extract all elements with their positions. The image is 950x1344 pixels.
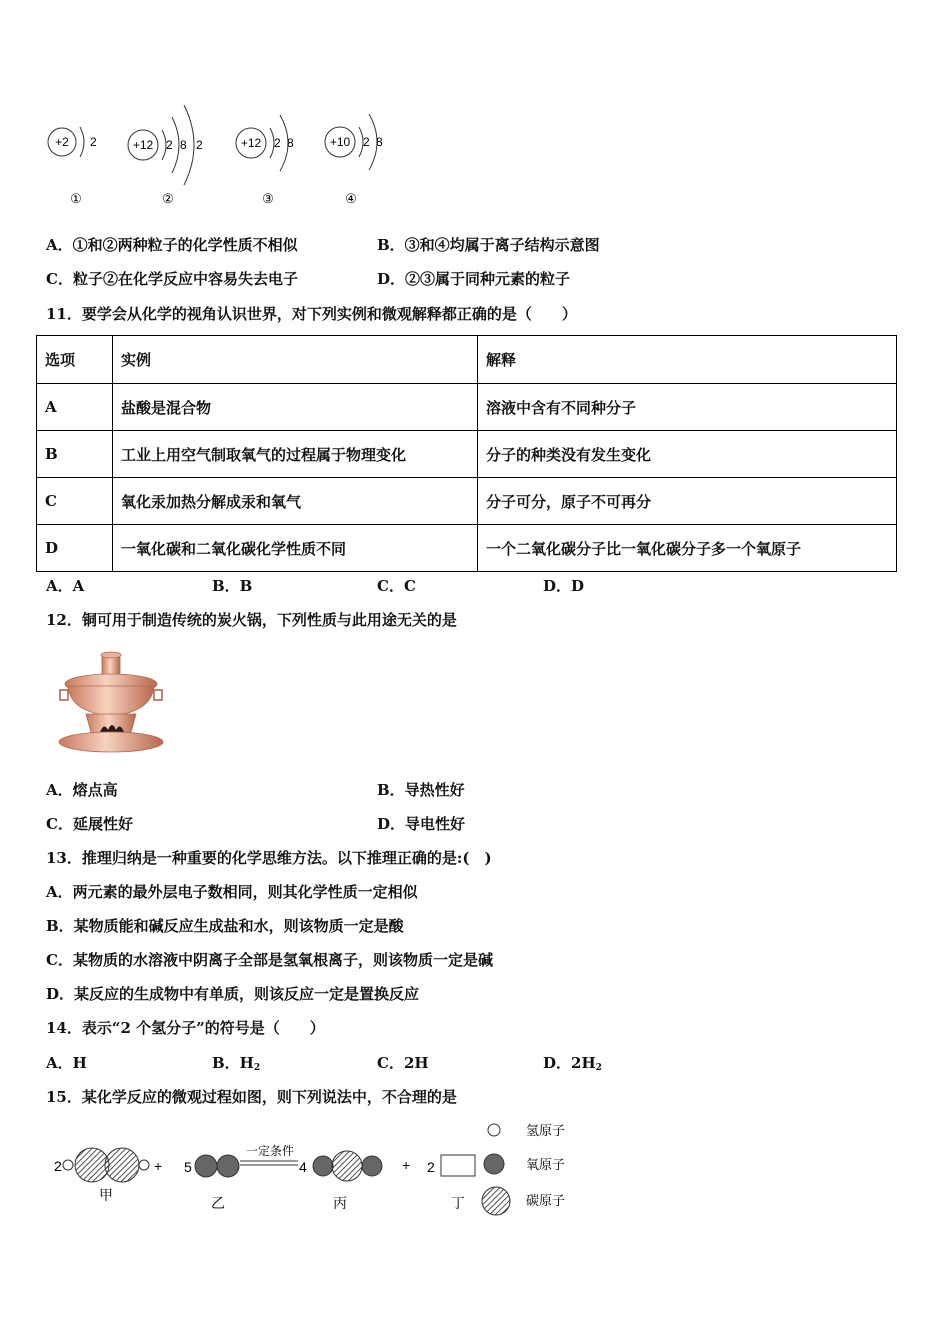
copper-hotpot-image bbox=[52, 650, 172, 760]
coef-yi: 5 bbox=[184, 1159, 192, 1175]
atom-3-label: ③ bbox=[262, 191, 274, 206]
q10-option-a: A．①和②两种粒子的化学性质不相似 bbox=[46, 236, 298, 254]
q14-option-b-text: B．H bbox=[212, 1054, 254, 1072]
table-row bbox=[37, 478, 897, 525]
coef-bing: 4 bbox=[299, 1159, 307, 1175]
carbon-atom bbox=[105, 1148, 139, 1182]
plus-sign: + bbox=[154, 1158, 163, 1174]
table-cell: 工业上用空气制取氧气的过程属于物理变化 bbox=[113, 431, 478, 478]
table-cell: A bbox=[37, 384, 113, 431]
q13-option-a: A．两元素的最外层电子数相同，则其化学性质一定相似 bbox=[46, 883, 418, 901]
atom-4-shell-2: 8 bbox=[376, 135, 383, 149]
coef-ding: 2 bbox=[427, 1159, 435, 1175]
carbon-atom bbox=[332, 1151, 362, 1181]
q12-option-c: C．延展性好 bbox=[46, 815, 133, 833]
q14-question: 14．表示“2 个氢分子”的符号是（ ） bbox=[46, 1019, 325, 1037]
q14-option-b bbox=[212, 1053, 260, 1078]
atom-diagram-3 bbox=[236, 115, 294, 206]
q11-option-c: C．C bbox=[377, 577, 416, 595]
unknown-product-box bbox=[441, 1155, 475, 1176]
table-cell: 溶液中含有不同种分子 bbox=[478, 384, 897, 431]
q11-option-b: B．B bbox=[212, 577, 253, 595]
table-cell: 分子的种类没有发生变化 bbox=[478, 431, 897, 478]
table-header-cell: 解释 bbox=[478, 336, 897, 384]
atom-3-shell-2: 8 bbox=[287, 136, 294, 150]
atom-4-shell-1: 2 bbox=[363, 135, 370, 149]
q13-option-d: D．某反应的生成物中有单质，则该反应一定是置换反应 bbox=[46, 985, 420, 1003]
table-row bbox=[37, 525, 897, 572]
atom-2-nucleus: +12 bbox=[132, 138, 154, 152]
table-cell: B bbox=[37, 431, 113, 478]
table-header-row bbox=[37, 336, 897, 384]
q14-option-d-subscript: 2 bbox=[595, 1063, 602, 1073]
atom-diagram-1 bbox=[48, 127, 97, 206]
q11-option-a: A．A bbox=[46, 577, 85, 595]
q11-table bbox=[36, 335, 897, 572]
coef-jia: 2 bbox=[54, 1158, 62, 1174]
q11-option-d: D．D bbox=[543, 577, 585, 595]
reaction-condition: 一定条件 bbox=[245, 1144, 295, 1158]
atom-4-label: ④ bbox=[345, 191, 357, 206]
atom-3-shell-1: 2 bbox=[274, 136, 281, 150]
label-bing: 丙 bbox=[333, 1195, 347, 1211]
label-jia: 甲 bbox=[99, 1187, 113, 1203]
table-row bbox=[37, 431, 897, 478]
q14-option-a: A．H bbox=[46, 1054, 87, 1072]
q13-question: 13．推理归纳是一种重要的化学思维方法。以下推理正确的是:( ) bbox=[46, 849, 492, 867]
table-row bbox=[37, 384, 897, 431]
q12-question: 12．铜可用于制造传统的炭火锅，下列性质与此用途无关的是 bbox=[46, 611, 457, 629]
table-cell: 一氧化碳和二氧化碳化学性质不同 bbox=[113, 525, 478, 572]
table-cell: D bbox=[37, 525, 113, 572]
oxygen-atom bbox=[195, 1155, 217, 1177]
q10-option-b: B．③和④均属于离子结构示意图 bbox=[377, 236, 600, 254]
q13-option-b: B．某物质能和碱反应生成盐和水，则该物质一定是酸 bbox=[46, 917, 404, 935]
q10-option-c: C．粒子②在化学反应中容易失去电子 bbox=[46, 270, 298, 288]
atom-1-nucleus: +2 bbox=[55, 135, 69, 149]
table-cell: 一个二氧化碳分子比一氧化碳分子多一个氧原子 bbox=[478, 525, 897, 572]
q12-option-d: D．导电性好 bbox=[377, 815, 466, 833]
q12-option-a: A．熔点高 bbox=[46, 781, 118, 799]
carbon-atom bbox=[75, 1148, 109, 1182]
atom-diagram-2 bbox=[128, 105, 203, 206]
atom-2-shell-1: 2 bbox=[166, 138, 173, 152]
table-cell: 盐酸是混合物 bbox=[113, 384, 478, 431]
q15-question: 15．某化学反应的微观过程如图，则下列说法中，不合理的是 bbox=[46, 1088, 457, 1106]
oxygen-atom bbox=[362, 1156, 382, 1176]
atom-1-shell-1: 2 bbox=[90, 135, 97, 149]
table-header-cell: 选项 bbox=[37, 336, 113, 384]
q13-option-c: C．某物质的水溶液中阴离子全部是氢氧根离子，则该物质一定是碱 bbox=[46, 951, 493, 969]
atom-structure-diagrams bbox=[40, 95, 400, 215]
legend-oxygen-label: 氧原子 bbox=[526, 1157, 566, 1172]
table-header-cell: 实例 bbox=[113, 336, 478, 384]
legend-hydrogen-symbol bbox=[488, 1124, 500, 1136]
legend-hydrogen-label: 氢原子 bbox=[526, 1123, 566, 1138]
atom-1-label: ① bbox=[70, 191, 82, 206]
table-cell: 氧化汞加热分解成汞和氧气 bbox=[113, 478, 478, 525]
legend-oxygen-symbol bbox=[484, 1154, 504, 1174]
atom-3-nucleus: +12 bbox=[240, 136, 262, 150]
atom-2-shell-2: 8 bbox=[180, 138, 187, 152]
legend-carbon-label: 碳原子 bbox=[526, 1193, 566, 1208]
oxygen-atom bbox=[217, 1155, 239, 1177]
legend-carbon-symbol bbox=[482, 1187, 510, 1215]
label-ding: 丁 bbox=[451, 1195, 465, 1211]
oxygen-atom bbox=[313, 1156, 333, 1176]
table-cell: C bbox=[37, 478, 113, 525]
atom-diagram-4 bbox=[325, 114, 383, 206]
reaction-diagram bbox=[40, 1115, 600, 1225]
q12-option-b: B．导热性好 bbox=[377, 781, 465, 799]
q14-option-d bbox=[543, 1053, 602, 1078]
hydrogen-atom bbox=[139, 1160, 149, 1170]
label-yi: 乙 bbox=[211, 1195, 225, 1211]
atom-2-label: ② bbox=[162, 191, 174, 206]
atom-4-nucleus: +10 bbox=[329, 135, 351, 149]
atom-2-shell-3: 2 bbox=[196, 138, 203, 152]
q11-question: 11．要学会从化学的视角认识世界，对下列实例和微观解释都正确的是（ ） bbox=[46, 305, 577, 323]
hydrogen-atom bbox=[63, 1160, 73, 1170]
q14-option-d-text: D．2H bbox=[543, 1054, 596, 1072]
q14-option-b-subscript: 2 bbox=[253, 1063, 261, 1073]
plus-sign: + bbox=[402, 1157, 411, 1173]
table-cell: 分子可分，原子不可再分 bbox=[478, 478, 897, 525]
q14-option-c: C．2H bbox=[377, 1054, 429, 1072]
q10-option-d: D．②③属于同种元素的粒子 bbox=[377, 270, 571, 288]
